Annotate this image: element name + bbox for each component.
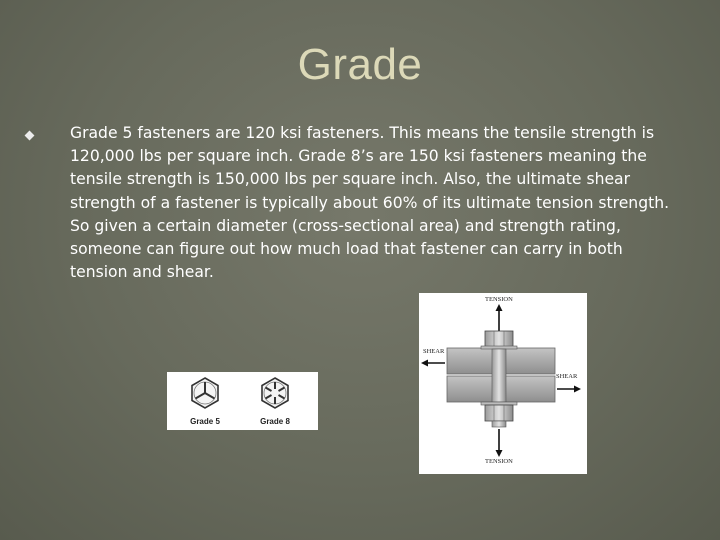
grade-markings-image — [167, 372, 318, 430]
slide-title: Grade — [297, 40, 423, 89]
shear-right-label: SHEAR — [556, 373, 578, 380]
diamond-bullet-icon — [25, 131, 35, 141]
shear-left-label: SHEAR — [423, 348, 445, 355]
grade-5-label: Grade 5 — [190, 417, 220, 426]
tension-bottom-label: TENSION — [485, 458, 513, 465]
bolt-joint-icon — [419, 293, 587, 474]
tension-top-label: TENSION — [485, 296, 513, 303]
grade-8-label: Grade 8 — [260, 417, 290, 426]
bullet-text: Grade 5 fasteners are 120 ksi fasteners. This means the tensile strength is 120,000 lbs per square inch. Grade 8’s are 150 ksi fasteners meaning the tensile strength is 150,000 lbs per square inch. Also, the ultimate shear strength of a fastener is typically about 60% of its ultimate tension strength. So given a certain diameter (cross-sectional area) and strength rating, someone can figure out how much load that fastener can carry in both tension and shear. — [70, 124, 670, 282]
bolt-load-diagram-image — [419, 293, 587, 474]
